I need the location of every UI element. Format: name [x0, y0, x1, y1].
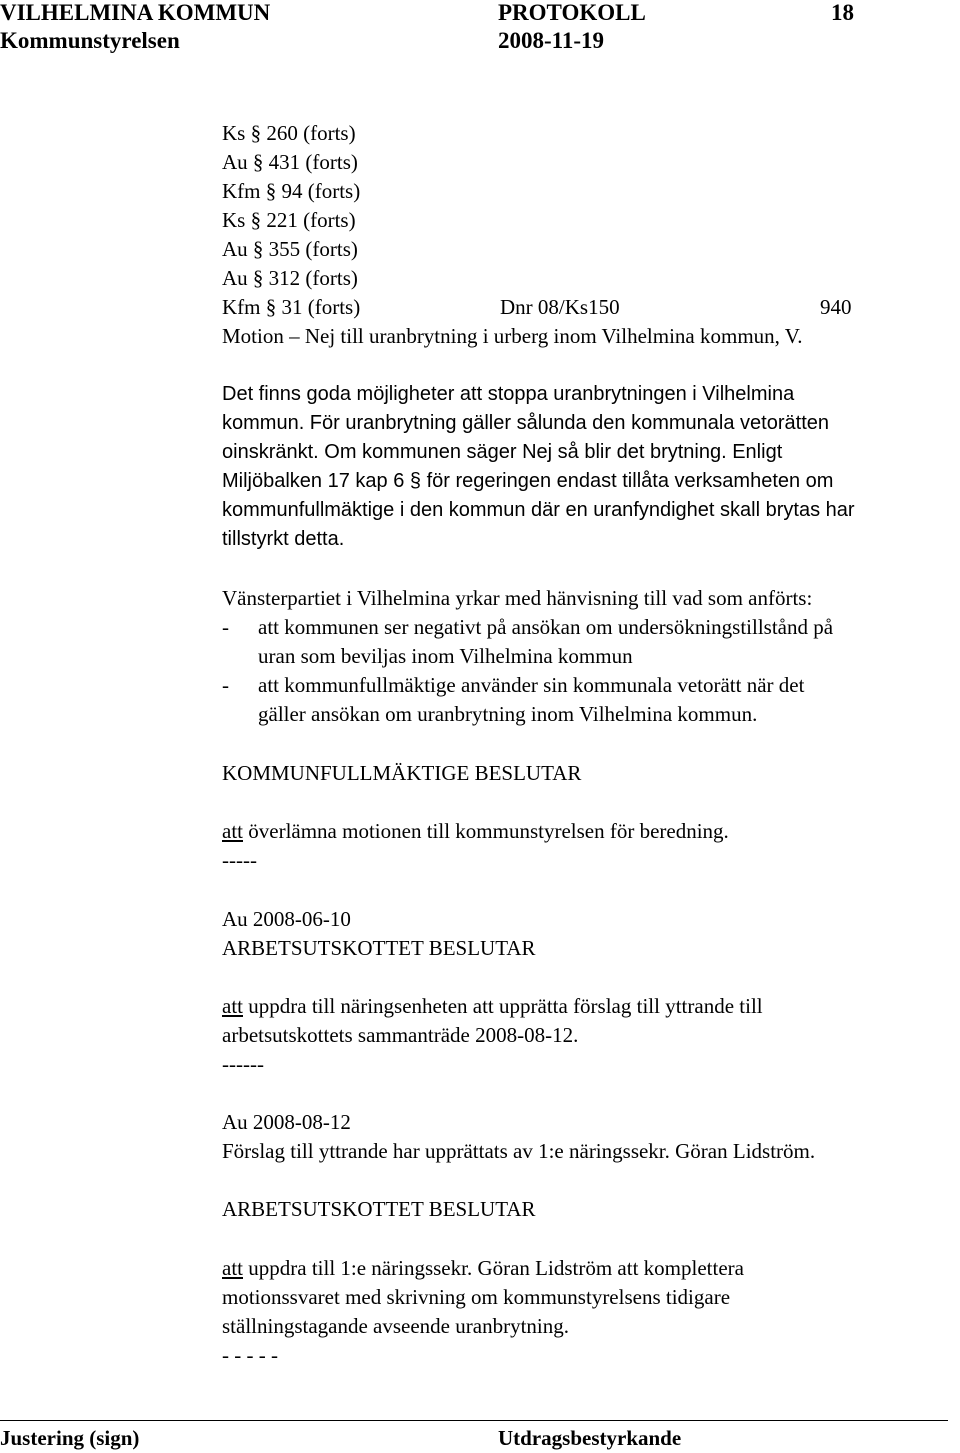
v-intro: Vänsterpartiet i Vilhelmina yrkar med hänvisning till vad som anförts:: [222, 586, 813, 610]
kf-decision-text: överlämna motionen till kommunstyrelsen för beredning.: [248, 819, 729, 843]
bullet-dash: -: [222, 615, 229, 639]
header-body: Kommunstyrelsen: [0, 28, 180, 53]
separator: -----: [222, 848, 257, 872]
footer-rule: [0, 1420, 948, 1421]
au2-decision-line: ställningstagande avseende uranbrytning.: [222, 1314, 569, 1338]
motion-title: Motion – Nej till uranbrytning i urberg inom Vilhelmina kommun, V.: [222, 324, 803, 348]
v-item-line: att kommunfullmäktige använder sin kommunala vetorätt när det: [258, 673, 805, 697]
au2-decision-text: uppdra till 1:e näringssekr. Göran Lidström att komplettera: [248, 1256, 744, 1280]
au1-heading: ARBETSUTSKOTTET BESLUTAR: [222, 936, 536, 960]
motion-text-line: kommunfullmäktige i den kommun där en uranfyndighet skall brytas har: [222, 499, 855, 521]
ref-line: Ks § 260 (forts): [222, 121, 356, 145]
att-word: att: [222, 819, 243, 843]
motion-text-line: Miljöbalken 17 kap 6 § för regeringen endast tillåta verksamheten om: [222, 470, 834, 492]
kf-decision: [222, 818, 729, 844]
ref-line: Au § 431 (forts): [222, 150, 358, 174]
ref-line: Au § 355 (forts): [222, 237, 358, 261]
separator: ------: [222, 1052, 264, 1076]
header-page-number: 18: [831, 0, 854, 25]
v-item-line: gäller ansökan om uranbrytning inom Vilhelmina kommun.: [258, 702, 758, 726]
header-date: 2008-11-19: [498, 28, 605, 53]
case-code: 940: [820, 295, 852, 319]
motion-text-line: tillstyrkt detta.: [222, 528, 345, 550]
att-word: att: [222, 1256, 243, 1280]
au1-decision-line: arbetsutskottets sammanträde 2008-08-12.: [222, 1023, 579, 1047]
au2-decision-line: motionssvaret med skrivning om kommunstyrelsens tidigare: [222, 1285, 731, 1309]
ref-line: Kfm § 94 (forts): [222, 179, 361, 203]
v-item-line: att kommunen ser negativt på ansökan om undersökningstillstånd på: [258, 615, 834, 639]
motion-text-line: kommun. För uranbrytning gäller sålunda den kommunala vetorätten: [222, 412, 829, 434]
motion-text-line: Det finns goda möjligheter att stoppa uranbrytningen i Vilhelmina: [222, 383, 795, 405]
separator: - - - - -: [222, 1343, 278, 1367]
ref-line: Kfm § 31 (forts): [222, 295, 361, 319]
att-word: att: [222, 994, 243, 1018]
au1-decision-text: uppdra till näringsenheten att upprätta förslag till yttrande till: [248, 994, 763, 1018]
v-item-line: uran som beviljas inom Vilhelmina kommun: [258, 644, 633, 668]
au2-decision: [222, 1255, 744, 1281]
dnr: Dnr 08/Ks150: [500, 295, 620, 319]
header-doc-type: PROTOKOLL: [498, 0, 646, 25]
ref-line: Ks § 221 (forts): [222, 208, 356, 232]
motion-text-line: oinskränkt. Om kommunen säger Nej så blir det brytning. Enligt: [222, 441, 783, 463]
footer-utdragsbestyrkande: Utdragsbestyrkande: [498, 1426, 682, 1450]
header-org: VILHELMINA KOMMUN: [0, 0, 271, 25]
au1-decision: [222, 993, 763, 1019]
au1-date: Au 2008-06-10: [222, 907, 351, 931]
au2-heading: ARBETSUTSKOTTET BESLUTAR: [222, 1197, 536, 1221]
bullet-dash: -: [222, 673, 229, 697]
au2-date: Au 2008-08-12: [222, 1110, 351, 1134]
au2-note: Förslag till yttrande har upprättats av 1:e näringssekr. Göran Lidström.: [222, 1139, 816, 1163]
footer-justering: Justering (sign): [0, 1426, 140, 1450]
ref-line: Au § 312 (forts): [222, 266, 358, 290]
kf-heading: KOMMUNFULLMÄKTIGE BESLUTAR: [222, 761, 582, 785]
